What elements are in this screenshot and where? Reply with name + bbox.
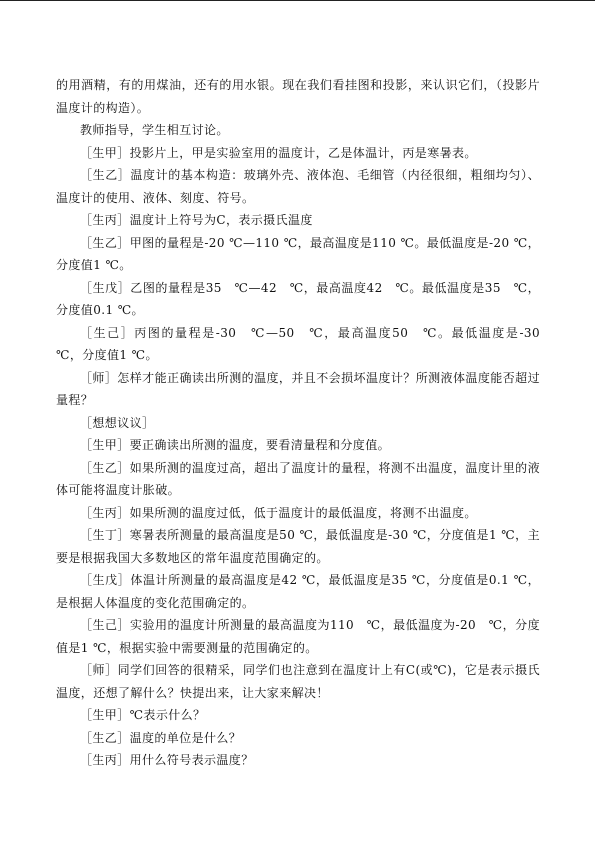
paragraph: ［生丁］寒暑表所测量的最高温度是50 ℃，最低温度是-30 ℃，分度值是1 ℃，主要是根据我国大多数地区的常年温度范围确定的。 xyxy=(56,528,540,565)
paragraph: ［生戊］体温计所测量的最高温度是42 ℃，最低温度是35 ℃，分度值是0.1 ℃，是根据人体温度的变化范围确定的。 xyxy=(56,573,540,610)
paragraph: ［师］同学们回答的很精采，同学们也注意到在温度计上有C(或℃)，它是表示摄氏温度，还想了解什么？快提出来，让大家来解决！ xyxy=(56,663,540,700)
paragraph: ［生甲］投影片上，甲是实验室用的温度计，乙是体温计，丙是寒暑表。 xyxy=(80,145,477,160)
paragraph: ［生乙］温度的单位是什么？ xyxy=(80,730,242,745)
paragraph: ［师］怎样才能正确读出所测的温度，并且不会损坏温度计？所测液体温度能否超过量程？ xyxy=(56,370,540,407)
paragraph: ［生乙］温度计的基本构造：玻璃外壳、液体泡、毛细管（内径很细，粗细均匀）、温度计的使用、液体、刻度、符号。 xyxy=(56,168,540,205)
paragraph: ［生丙］如果所测的温度过低，低于温度计的最低温度，将测不出温度。 xyxy=(80,505,477,520)
header-rule xyxy=(0,0,595,1)
paragraph: ［生甲］℃表示什么？ xyxy=(80,708,206,722)
paragraph: ［生己］实验用的温度计所测量的最高温度为110 ℃，最低温度为-20 ℃，分度值是1 ℃，根据实验中需要测量的范围确定的。 xyxy=(56,618,540,655)
paragraph: ［生丙］用什么符号表示温度？ xyxy=(80,753,254,767)
paragraph: 的用酒精，有的用煤油，还有的用水银。现在我们看挂图和投影，来认识它们，（投影片温度计的构造）。 xyxy=(56,78,540,115)
paragraph: ［生乙］如果所测的温度过高，超出了温度计的量程，将测不出温度，温度计里的液体可能将温度计胀破。 xyxy=(56,460,540,497)
paragraph: ［生甲］要正确读出所测的温度，要看清量程和分度值。 xyxy=(80,438,391,452)
paragraph: 教师指导，学生相互讨论。 xyxy=(80,123,229,137)
document-body xyxy=(56,74,553,772)
paragraph: ［生乙］甲图的量程是-20 ℃—110 ℃，最高温度是110 ℃。最低温度是-20 ℃，分度值1 ℃。 xyxy=(56,235,540,272)
paragraph: ［生戊］乙图的量程是35 ℃—42 ℃，最高温度42 ℃。最低温度是35 ℃，分度值0.1 ℃。 xyxy=(56,280,540,317)
section-heading: ［想想议议］ xyxy=(80,415,155,430)
paragraph: ［生己］丙图的量程是-30 ℃—50 ℃，最高温度50 ℃。最低温度是-30 ℃，分度值1 ℃。 xyxy=(56,325,553,362)
paragraph: ［生丙］温度计上符号为C，表示摄氏温度 xyxy=(80,213,313,227)
